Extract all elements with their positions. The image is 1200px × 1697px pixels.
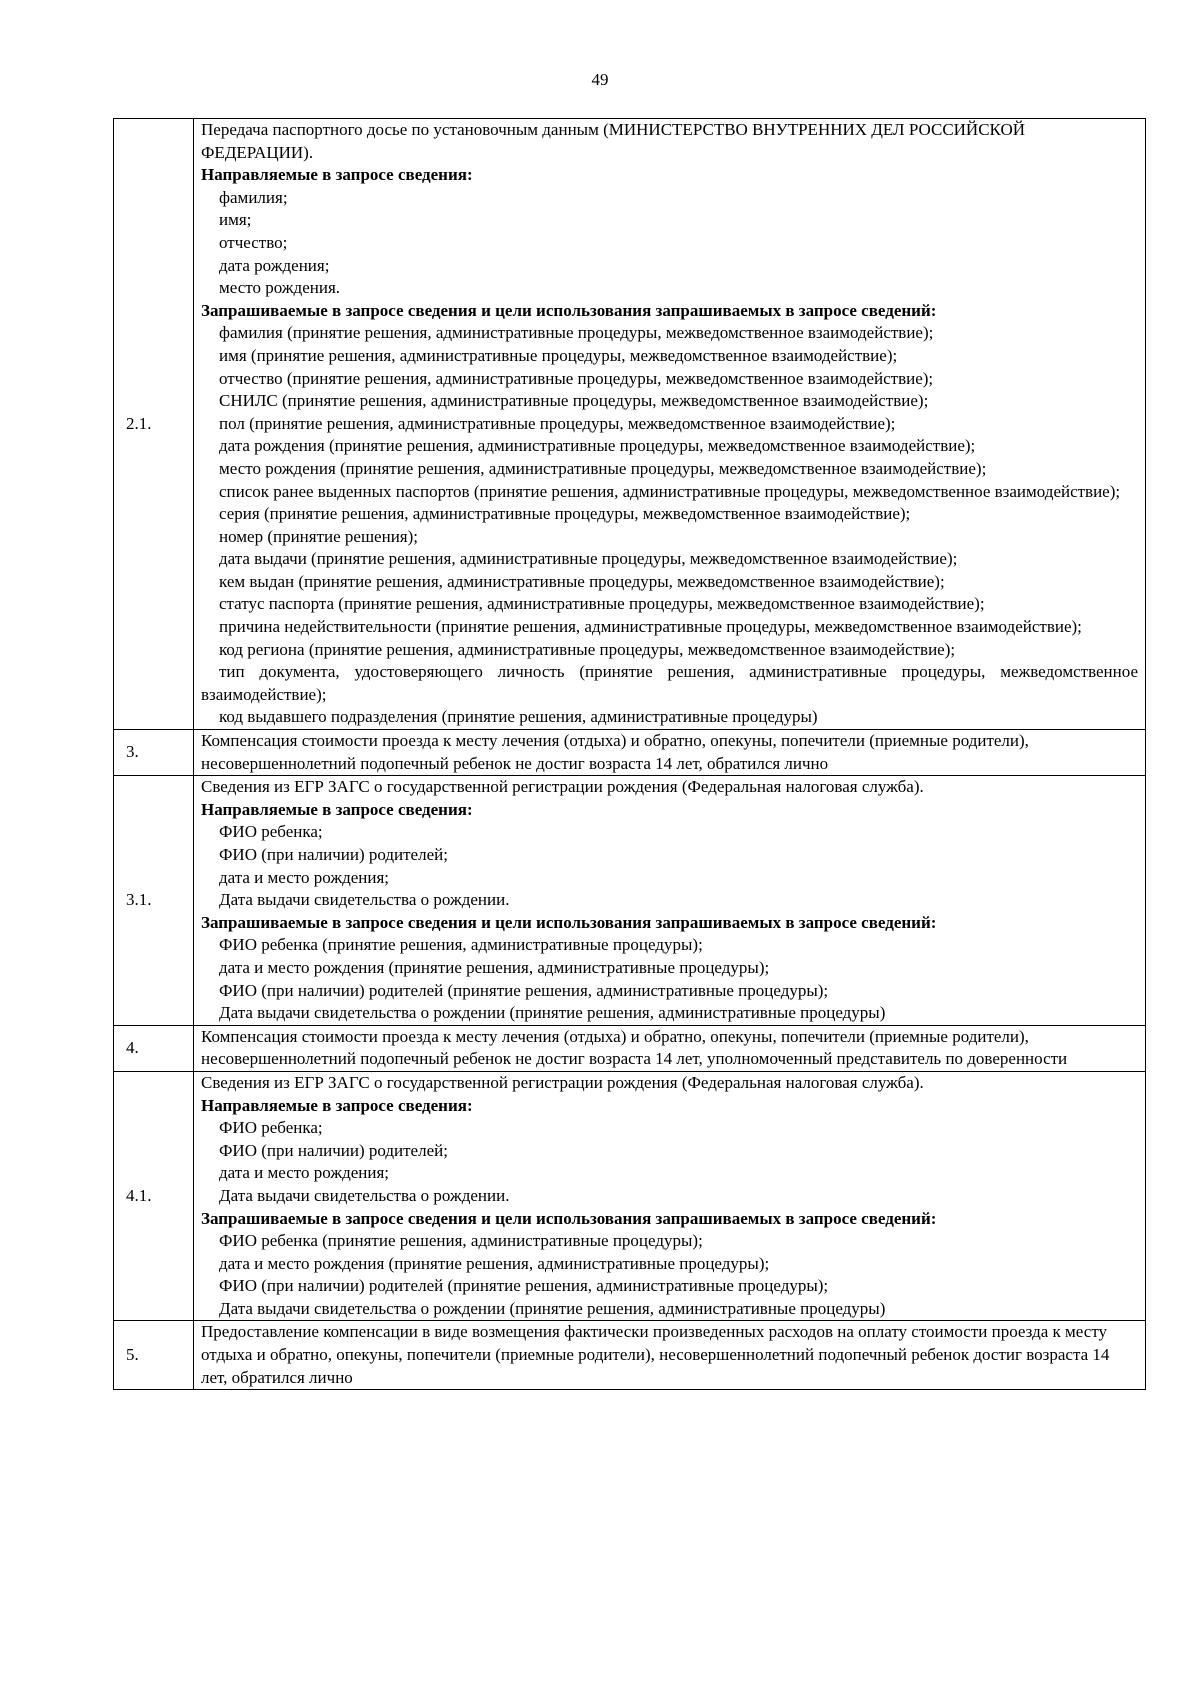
- row-number: 2.1.: [114, 119, 194, 730]
- requested-item: имя (принятие решения, административные процедуры, межведомственное взаимодействие);: [219, 345, 898, 365]
- request-title: Сведения из ЕГР ЗАГС о государственной регистрации рождения (Федеральная налоговая служба).: [201, 777, 924, 797]
- row-content: [194, 776, 1146, 1026]
- requested-heading: Запрашиваемые в запросе сведения и цели использования запрашиваемых в запросе сведений:: [201, 1208, 937, 1228]
- service-description: Предоставление компенсации в виде возмещения фактически произведенных расходов на оплату стоимости проезда к месту отдыха и обратно, опекуны, попечители (приемные родители), несовершеннолетний подопечный ребенок достиг возраста 14 лет, обратился лично: [201, 1322, 1110, 1387]
- request-title: Передача паспортного досье по установочным данным (МИНИСТЕРСТВО ВНУТРЕННИХ ДЕЛ РОССИЙСКОЙ ФЕДЕРАЦИИ).: [201, 120, 1026, 162]
- requested-item: ФИО (при наличии) родителей (принятие решения, административные процедуры);: [219, 980, 829, 1000]
- table-row-3: [114, 730, 1146, 776]
- sent-item: ФИО (при наличии) родителей;: [219, 845, 448, 864]
- requested-item: тип документа, удостоверяющего личность (принятие решения, административные процедуры, межведомственное взаимодействие);: [201, 662, 1138, 704]
- requested-item: СНИЛС (принятие решения, административные процедуры, межведомственное взаимодействие);: [219, 391, 929, 411]
- table-row-4-1: [114, 1071, 1146, 1321]
- requested-item: отчество (принятие решения, административные процедуры, межведомственное взаимодействие);: [219, 368, 934, 388]
- requested-item: ФИО ребенка (принятие решения, административные процедуры);: [219, 1231, 703, 1251]
- sent-item: дата и место рождения;: [219, 1163, 390, 1183]
- sent-item: ФИО ребенка;: [219, 1118, 323, 1138]
- requested-item: список ранее выденных паспортов (принятие решения, административные процедуры, межведомственное взаимодействие);: [219, 481, 1121, 501]
- table-row-5: [114, 1321, 1146, 1390]
- row-number: 3.: [114, 730, 194, 776]
- sent-item: Дата выдачи свидетельства о рождении.: [219, 1185, 510, 1205]
- sent-heading: Направляемые в запросе сведения:: [201, 165, 473, 185]
- requested-item: ФИО (при наличии) родителей (принятие решения, административные процедуры);: [219, 1276, 829, 1296]
- sent-item: Дата выдачи свидетельства о рождении.: [219, 890, 510, 910]
- requested-item: код региона (принятие решения, административные процедуры, межведомственное взаимодействие);: [219, 639, 956, 659]
- requested-item: место рождения (принятие решения, административные процедуры, межведомственное взаимодействие);: [219, 458, 987, 478]
- requested-item: номер (принятие решения);: [219, 526, 419, 546]
- sent-item: ФИО (при наличии) родителей;: [219, 1140, 448, 1160]
- row-number: 5.: [114, 1321, 194, 1390]
- table-row-3-1: [114, 776, 1146, 1026]
- requested-item: кем выдан (принятие решения, административные процедуры, межведомственное взаимодействие);: [219, 571, 945, 591]
- sent-heading: Направляемые в запросе сведения:: [201, 1095, 473, 1115]
- requested-item: дата и место рождения (принятие решения, административные процедуры);: [219, 1253, 770, 1273]
- requested-item: дата выдачи (принятие решения, административные процедуры, межведомственное взаимодействие);: [219, 549, 958, 569]
- row-content: [194, 119, 1146, 730]
- requested-item: фамилия (принятие решения, административные процедуры, межведомственное взаимодействие);: [219, 323, 934, 343]
- requested-item: ФИО ребенка (принятие решения, административные процедуры);: [219, 935, 703, 955]
- requested-heading: Запрашиваемые в запросе сведения и цели использования запрашиваемых в запросе сведений:: [201, 300, 937, 320]
- row-number: 4.: [114, 1025, 194, 1071]
- requested-heading: Запрашиваемые в запросе сведения и цели использования запрашиваемых в запросе сведений:: [201, 912, 937, 932]
- table-row-4: [114, 1025, 1146, 1071]
- data-table: [113, 118, 1146, 1390]
- row-content: [194, 1025, 1146, 1071]
- sent-item: фамилия;: [219, 187, 288, 207]
- row-number: 4.1.: [114, 1071, 194, 1321]
- requested-item: Дата выдачи свидетельства о рождении (принятие решения, административные процедуры): [219, 1003, 886, 1023]
- requested-item: дата и место рождения (принятие решения, административные процедуры);: [219, 957, 770, 977]
- requested-item: Дата выдачи свидетельства о рождении (принятие решения, административные процедуры): [219, 1298, 886, 1318]
- request-title: Сведения из ЕГР ЗАГС о государственной регистрации рождения (Федеральная налоговая служба).: [201, 1072, 924, 1092]
- requested-item: причина недействительности (принятие решения, административные процедуры, межведомственное взаимодействие);: [219, 617, 1082, 637]
- requested-item: дата рождения (принятие решения, административные процедуры, межведомственное взаимодействие);: [219, 436, 976, 456]
- row-number: 3.1.: [114, 776, 194, 1026]
- requested-item: статус паспорта (принятие решения, административные процедуры, межведомственное взаимодействие);: [219, 594, 985, 614]
- sent-heading: Направляемые в запросе сведения:: [201, 799, 473, 819]
- sent-item: дата и место рождения;: [219, 867, 390, 887]
- sent-item: имя;: [219, 210, 252, 230]
- row-content: [194, 1071, 1146, 1321]
- sent-item: ФИО ребенка;: [219, 822, 323, 842]
- service-description: Компенсация стоимости проезда к месту лечения (отдыха) и обратно, опекуны, попечители (приемные родители), несовершеннолетний подопечный ребенок не достиг возраста 14 лет, обратился лично: [201, 731, 1029, 773]
- requested-item: код выдавшего подразделения (принятие решения, административные процедуры): [219, 707, 818, 727]
- row-content: [194, 1321, 1146, 1390]
- requested-item: серия (принятие решения, административные процедуры, межведомственное взаимодействие);: [219, 504, 911, 524]
- requested-item: пол (принятие решения, административные процедуры, межведомственное взаимодействие);: [219, 413, 896, 433]
- page-number: 49: [591, 70, 609, 89]
- table-row-2-1: [114, 119, 1146, 730]
- sent-item: дата рождения;: [219, 255, 330, 275]
- sent-item: место рождения.: [219, 278, 341, 298]
- service-description: Компенсация стоимости проезда к месту лечения (отдыха) и обратно, опекуны, попечители (приемные родители), несовершеннолетний подопечный ребенок не достиг возраста 14 лет, уполномоченный представитель по доверенности: [201, 1026, 1068, 1069]
- row-content: [194, 730, 1146, 776]
- sent-item: отчество;: [219, 232, 288, 252]
